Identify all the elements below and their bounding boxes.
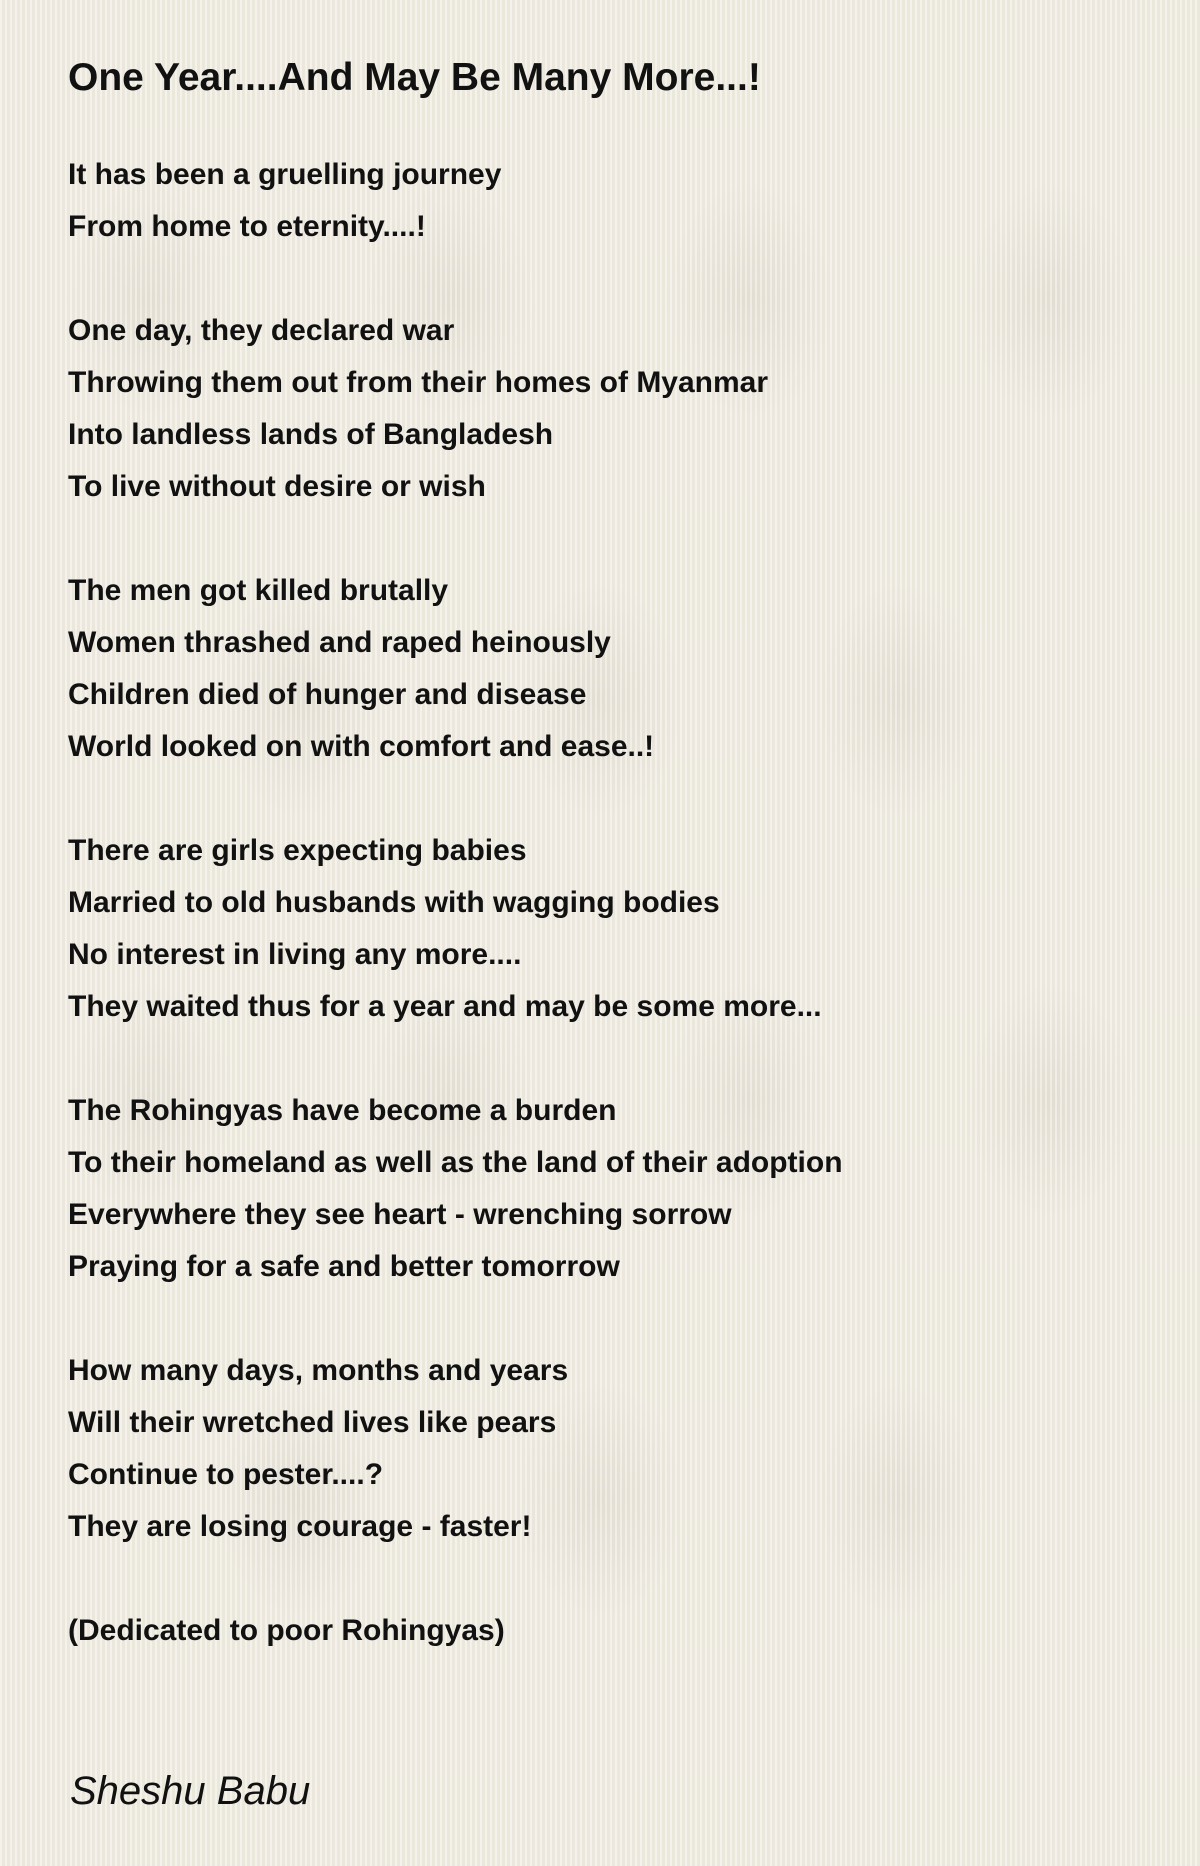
poem-line: To live without desire or wish [68, 470, 486, 503]
poem-line: Continue to pester....? [68, 1458, 384, 1491]
stanza-gap [68, 1033, 843, 1085]
poem-line: To their homeland as well as the land of their adoption [68, 1146, 843, 1179]
poem-line: From home to eternity....! [68, 210, 426, 243]
stanza-gap [68, 513, 843, 565]
poem-line: There are girls expecting babies [68, 834, 527, 867]
stanza-gap [68, 1293, 843, 1345]
poem-line: Throwing them out from their homes of Myanmar [68, 366, 769, 399]
poem-author: Sheshu Babu [70, 1769, 311, 1813]
poem-line: Will their wretched lives like pears [68, 1406, 557, 1439]
poem-line: Into landless lands of Bangladesh [68, 418, 554, 451]
poem-line: Children died of hunger and disease [68, 678, 587, 711]
stanza [68, 565, 843, 773]
poem-line: They are losing courage - faster! [68, 1510, 532, 1543]
poem-line: It has been a gruelling journey [68, 158, 502, 191]
stanza [68, 149, 843, 253]
poem-line: The men got killed brutally [68, 574, 449, 607]
stanza-gap [68, 1553, 843, 1605]
stanza-gap [68, 773, 843, 825]
poem-title: One Year....And May Be Many More...! [68, 56, 761, 99]
poem-line: Praying for a safe and better tomorrow [68, 1250, 620, 1283]
poem-line: They waited thus for a year and may be some more... [68, 990, 822, 1023]
poem-line: One day, they declared war [68, 314, 455, 347]
stanza-gap [68, 253, 843, 305]
poem-line: Women thrashed and raped heinously [68, 626, 611, 659]
stanza [68, 1345, 843, 1553]
dedication [68, 1605, 843, 1657]
poem-line: No interest in living any more.... [68, 938, 522, 971]
stanza [68, 1085, 843, 1293]
poem-line: Married to old husbands with wagging bodies [68, 886, 720, 919]
poem-line: World looked on with comfort and ease..! [68, 730, 655, 763]
poem-line: (Dedicated to poor Rohingyas) [68, 1614, 505, 1647]
poem-line: How many days, months and years [68, 1354, 569, 1387]
poem-line: The Rohingyas have become a burden [68, 1094, 617, 1127]
stanza [68, 825, 843, 1033]
stanza [68, 305, 843, 513]
poem-body [68, 149, 843, 1657]
poem-line: Everywhere they see heart - wrenching sorrow [68, 1198, 732, 1231]
